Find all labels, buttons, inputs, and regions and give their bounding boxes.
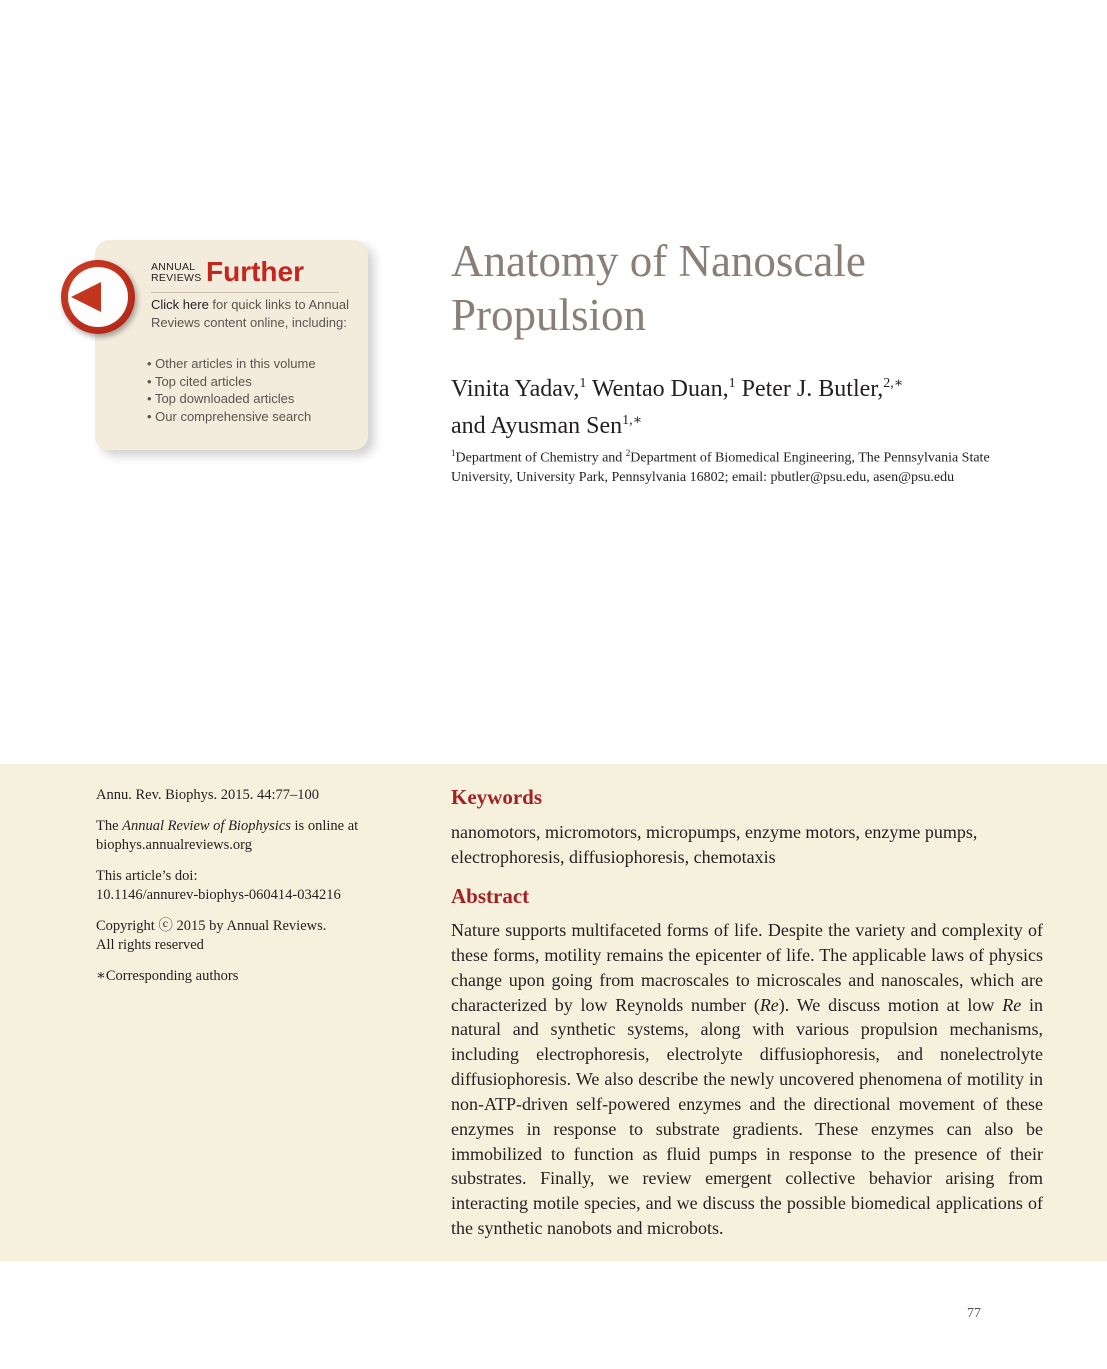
affiliations: $^1$Department of Chemistry and $^2$Department of Biomedical Engineering, The Pennsylvania State University, University Park, Pennsylvania 16802; email: pbutler@psu.edu, asen@psu.edu <box>451 448 990 486</box>
further-title: Further <box>206 256 304 287</box>
further-link-top-cited[interactable]: • Top cited articles <box>147 373 316 391</box>
article-title: Anatomy of Nanoscale Propulsion <box>451 236 866 340</box>
keywords-heading: Keywords <box>451 785 542 809</box>
citation: Annu. Rev. Biophys. 2015. 44:77–100 <box>96 787 320 803</box>
authors: Vinita Yadav,$^1$ Wentao Duan,$^1$ Peter J. Butler,$^{2,∗}$ and Ayusman Sen$^{1,∗}$ <box>451 376 904 439</box>
author-2: Wentao Duan, <box>591 376 729 402</box>
further-link-other-articles[interactable]: • Other articles in this volume <box>147 355 316 373</box>
divider <box>151 292 339 293</box>
copyright: Copyright ⓒ 2015 by Annual Reviews. All rights reserved <box>96 917 327 953</box>
author-3: Peter J. Butler, <box>741 376 884 402</box>
further-links <box>147 355 316 425</box>
back-arrow-icon[interactable] <box>61 260 135 334</box>
page-number: 77 <box>967 1306 981 1321</box>
corresponding-note: ∗Corresponding authors <box>96 967 239 984</box>
author-1: Vinita Yadav, <box>451 376 580 402</box>
further-box[interactable] <box>95 240 368 450</box>
click-here-link[interactable]: Click here <box>151 297 209 312</box>
keywords-text: nanomotors, micromotors, micropumps, enzyme motors, enzyme pumps, electrophoresis, diffusiophoresis, chemotaxis <box>451 822 978 867</box>
annual-reviews-logo: ANNUAL REVIEWS <box>151 261 202 284</box>
online-note: The Annual Review of Biophysics is online at biophys.annualreviews.org <box>96 817 359 853</box>
further-intro: Click here for quick links to Annual Reviews content online, including: <box>151 297 349 330</box>
author-4: and Ayusman Sen <box>451 413 623 439</box>
doi: This article’s doi: 10.1146/annurev-biophys-060414-034216 <box>96 867 341 903</box>
article-meta <box>96 786 396 997</box>
further-link-top-downloaded[interactable]: • Top downloaded articles <box>147 390 316 408</box>
abstract-heading: Abstract <box>451 884 530 908</box>
abstract-text: Nature supports multifaceted forms of life. Despite the variety and complexity of these forms, motility remains the epicenter of life. The applicable laws of physics change upon going from macroscales to microscales and nanoscales, which are characterized by low Reynolds number (Re). We discuss motion at low Re in natural and synthetic systems, along with various propulsion mechanisms, including electrophoresis, electrolyte diffusiophoresis, and nonelectrolyte diffusiophoresis. We also describe the newly uncovered phenomena of motility in non-ATP-driven self-powered enzymes and the directional movement of these enzymes in response to substrate gradients. These enzymes can also be immobilized to function as fluid pumps in response to the presence of their substrates. Finally, we review emergent collective behavior arising from interacting motile species, and we discuss the possible biomedical applications of the synthetic nanobots and microbots. <box>451 920 1043 1239</box>
further-link-search[interactable]: • Our comprehensive search <box>147 408 316 426</box>
